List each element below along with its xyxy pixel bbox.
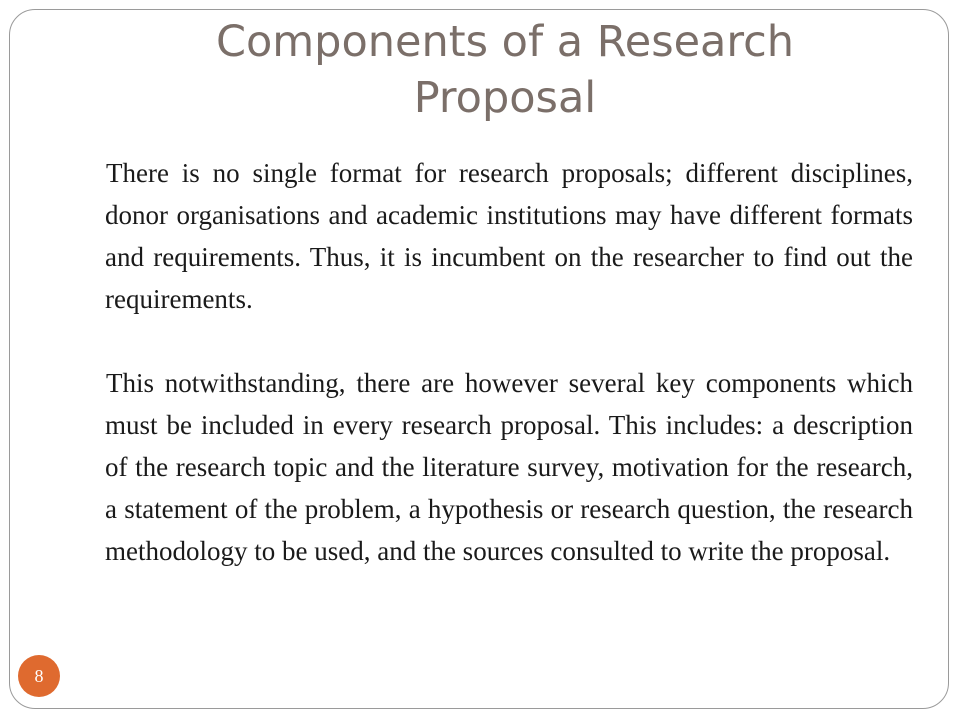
slide-title: Components of a Research Proposal: [215, 17, 795, 123]
paragraph-key-components: This notwithstanding, there are however several key components which must be included in every research proposal. This includes: a description of the research topic and the literature survey, motivation for the research, a statement of the problem, a hypothesis or research question, the research methodology to be used, and the sources consulted to write the proposal.: [105, 368, 913, 566]
slide-body: [105, 152, 913, 572]
paragraph-format-requirements: There is no single format for research proposals; different disciplines, donor organisations and academic institutions may have different formats and requirements. Thus, it is incumbent on the researcher to find out the requirements.: [105, 158, 913, 314]
page-number-badge: 8: [18, 655, 60, 697]
